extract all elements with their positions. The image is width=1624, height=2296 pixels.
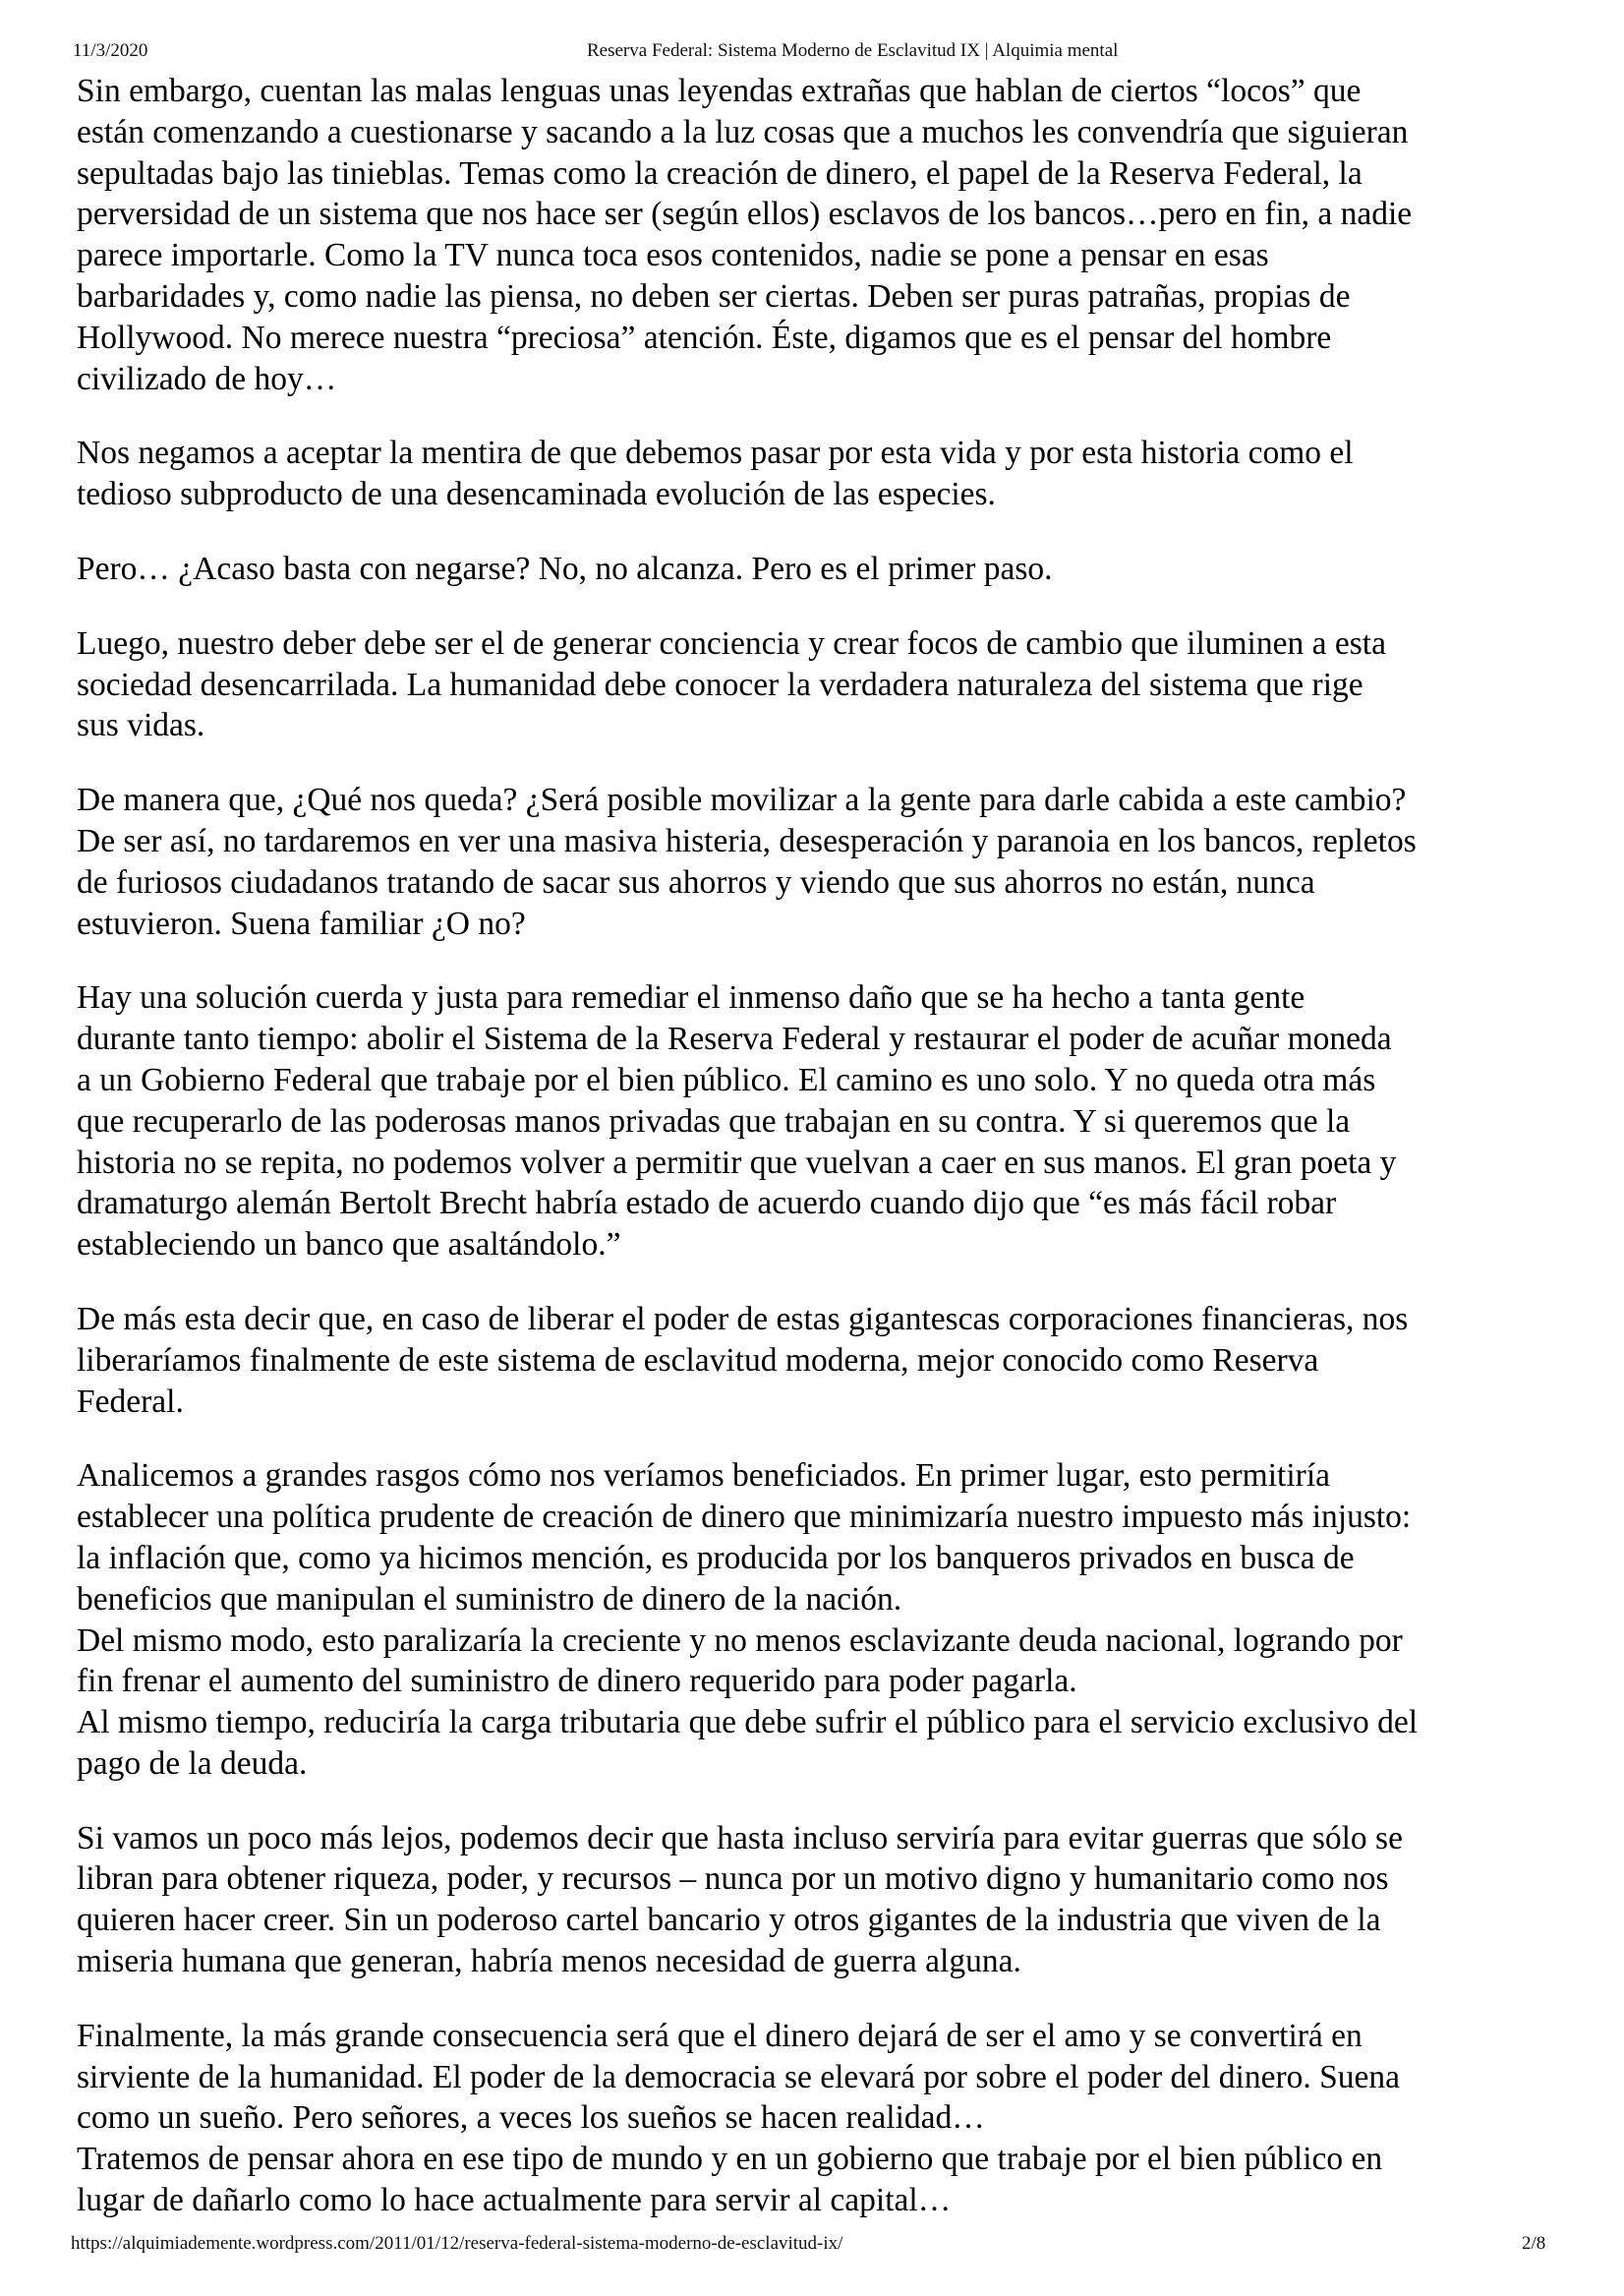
paragraph-6	[77, 977, 1561, 1266]
print-date: 11/3/2020	[73, 40, 148, 61]
paragraph-10	[77, 2016, 1561, 2221]
text-line: liberaríamos finalmente de este sistema de esclavitud moderna, mejor conocido como Reserva	[77, 1341, 1319, 1379]
paragraph-4	[77, 623, 1561, 746]
paragraph-8	[77, 1455, 1561, 1784]
text-line: historia no se repita, no podemos volver a permitir que vuelvan a caer en sus manos. El gran poeta y	[77, 1144, 1397, 1181]
paragraph-1	[77, 71, 1561, 399]
paragraph-7	[77, 1299, 1561, 1422]
text-line: Tratemos de pensar ahora en ese tipo de mundo y en un gobierno que trabaje por el bien público en	[77, 2141, 1383, 2178]
text-line: civilizado de hoy…	[77, 360, 337, 397]
text-line: De más esta decir que, en caso de liberar el poder de estas gigantescas corporaciones financieras, nos	[77, 1300, 1409, 1337]
text-line: beneficios que manipulan el suministro de dinero de la nación.	[77, 1580, 902, 1618]
text-line: establecer una política prudente de creación de dinero que minimizaría nuestro impuesto más injusto:	[77, 1499, 1412, 1536]
text-line: Luego, nuestro deber debe ser el de generar conciencia y crear focos de cambio que iluminen a esta	[77, 624, 1386, 662]
text-line: Hollywood. No merece nuestra “preciosa” atención. Éste, digamos que es el pensar del hombre	[77, 319, 1332, 356]
text-line: quieren hacer creer. Sin un poderoso cartel bancario y otros gigantes de la industria que viven de la	[77, 1902, 1381, 1939]
text-line: de furiosos ciudadanos tratando de sacar sus ahorros y viendo que sus ahorros no están, nunca	[77, 863, 1315, 901]
text-line: están comenzando a cuestionarse y sacando a la luz cosas que a muchos les convendría que siguieran	[77, 113, 1409, 150]
text-line: estuvieron. Suena familiar ¿O no?	[77, 905, 526, 942]
article-body	[77, 71, 1561, 2221]
text-line: perversidad de un sistema que nos hace ser (según ellos) esclavos de los bancos…pero en fin, a nadie	[77, 196, 1413, 233]
text-line: estableciendo un banco que asaltándolo.”	[77, 1226, 621, 1264]
text-line: como un sueño. Pero señores, a veces los sueños se hacen realidad…	[77, 2099, 985, 2137]
source-url-link[interactable]: https://alquimiademente.wordpress.com/2011/01/12/reserva-federal-sistema-moderno-de-esclavitud-ix/	[71, 2233, 843, 2254]
text-line: Pero… ¿Acaso basta con negarse? No, no alcanza. Pero es el primer paso.	[77, 550, 1053, 587]
paragraph-9	[77, 1818, 1561, 1982]
text-line: Del mismo modo, esto paralizaría la creciente y no menos esclavizante deuda nacional, logrando por	[77, 1621, 1403, 1659]
text-line: sirviente de la humanidad. El poder de la democracia se elevará por sobre el poder del dinero. Suena	[77, 2058, 1400, 2095]
text-line: Sin embargo, cuentan las malas lenguas unas leyendas extrañas que hablan de ciertos “locos” que	[77, 73, 1362, 109]
text-line: libran para obtener riqueza, poder, y recursos – nunca por un motivo digno y humanitario como nos	[77, 1860, 1389, 1898]
paragraph-2	[77, 433, 1561, 515]
text-line: Finalmente, la más grande consecuencia será que el dinero dejará de ser el amo y se convertirá en	[77, 2017, 1363, 2054]
text-line: que recuperarlo de las poderosas manos privadas que trabajan en su contra. Y si queremos que la	[77, 1102, 1351, 1140]
text-line: durante tanto tiempo: abolir el Sistema de la Reserva Federal y restaurar el poder de acuñar moneda	[77, 1021, 1392, 1058]
text-line: dramaturgo alemán Bertolt Brecht habría estado de acuerdo cuando dijo que “es más fácil robar	[77, 1185, 1337, 1222]
text-line: De manera que, ¿Qué nos queda? ¿Será posible movilizar a la gente para darle cabida a este cambio?	[77, 782, 1407, 819]
text-line: Al mismo tiempo, reduciría la carga tributaria que debe sufrir el público para el servicio exclusivo del	[77, 1704, 1419, 1741]
text-line: sus vidas.	[77, 707, 205, 744]
text-line: pago de la deuda.	[77, 1744, 308, 1782]
text-line: Analicemos a grandes rasgos cómo nos veríamos beneficiados. En primer lugar, esto permitiría	[77, 1457, 1330, 1495]
text-line: Federal.	[77, 1383, 184, 1420]
text-line: Hay una solución cuerda y justa para remediar el inmenso daño que se ha hecho a tanta gente	[77, 979, 1305, 1017]
text-line: barbaridades y, como nadie las piensa, no deben ser ciertas. Deben ser puras patrañas, propias de	[77, 277, 1351, 315]
text-line: sepultadas bajo las tinieblas. Temas como la creación de dinero, el papel de la Reserva Federal, la	[77, 154, 1363, 192]
text-line: De ser así, no tardaremos en ver una masiva histeria, desesperación y paranoia en los bancos, repletos	[77, 822, 1417, 859]
paragraph-5	[77, 780, 1561, 944]
text-line: tedioso subproducto de una desencaminada evolución de las especies.	[77, 476, 996, 513]
text-line: fin frenar el aumento del suministro de dinero requerido para poder pagarla.	[77, 1663, 1077, 1700]
paragraph-3	[77, 549, 1561, 590]
text-line: lugar de dañarlo como lo hace actualmente para servir al capital…	[77, 2182, 952, 2219]
text-line: miseria humana que generan, habría menos necesidad de guerra alguna.	[77, 1943, 1021, 1980]
page-title: Reserva Federal: Sistema Moderno de Esclavitud IX | Alquimia mental	[587, 40, 1119, 61]
text-line: sociedad desencarrilada. La humanidad debe conocer la verdadera naturaleza del sistema que rige	[77, 666, 1363, 703]
text-line: Si vamos un poco más lejos, podemos decir que hasta incluso serviría para evitar guerras que sólo se	[77, 1819, 1403, 1856]
text-line: parece importarle. Como la TV nunca toca esos contenidos, nadie se pone a pensar en esas	[77, 237, 1269, 274]
text-line: la inflación que, como ya hicimos mención, es producida por los banqueros privados en busca de	[77, 1539, 1355, 1576]
text-line: a un Gobierno Federal que trabaje por el bien público. El camino es uno solo. Y no queda otra más	[77, 1061, 1376, 1098]
text-line: Nos negamos a aceptar la mentira de que debemos pasar por esta vida y por esta historia como el	[77, 435, 1354, 472]
page-number: 2/8	[1522, 2233, 1546, 2254]
